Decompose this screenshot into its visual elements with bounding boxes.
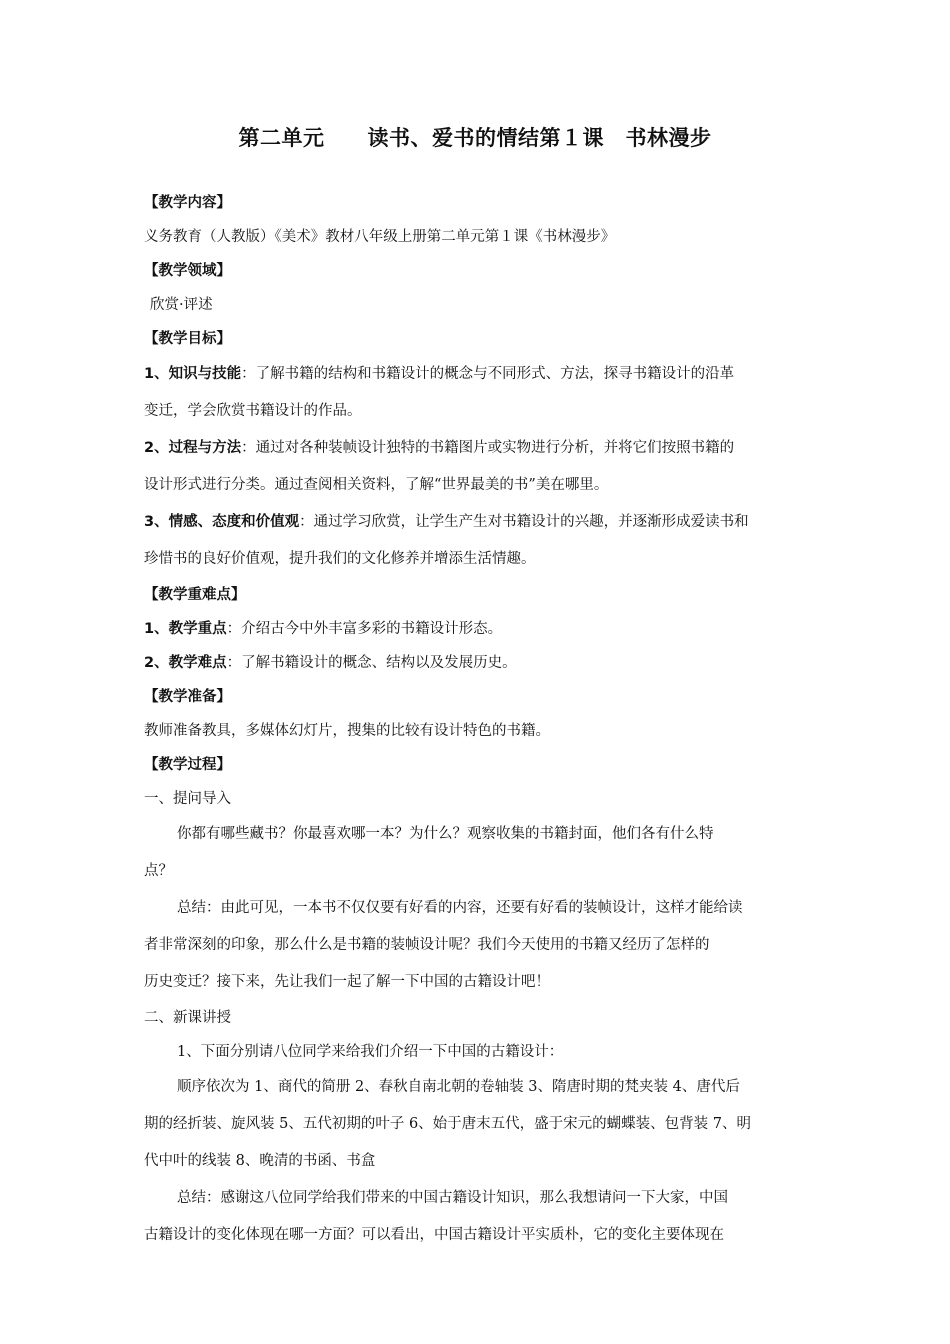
paragraph-4-line-1: 顺序依次为 1、商代的简册 2、春秋自南北朝的卷轴装 3、隋唐时期的梵夹装 4、唐代后 — [177, 1079, 740, 1095]
keypoint-2 — [144, 646, 808, 680]
section-heading-keypoints: 【教学重难点】 — [144, 587, 246, 603]
section-heading-field: 【教学领域】 — [144, 263, 231, 279]
paragraph-1-line-1: 你都有哪些藏书？你最喜欢哪一本？为什么？观察收集的书籍封面，他们各有什么特 — [177, 826, 714, 842]
document-title: 第二单元 读书、爱书的情结第１课 书林漫步 — [238, 126, 712, 150]
document-body — [144, 186, 808, 1254]
goal-1-line-1 — [144, 356, 808, 393]
goal-3-label: 3、情感、态度和价值观 — [144, 514, 300, 530]
goal-3-line-1 — [144, 504, 808, 541]
goal-1-label: 1、知识与技能 — [144, 366, 242, 382]
field-text: 欣赏·评述 — [150, 297, 213, 313]
goal-2-label: 2、过程与方法 — [144, 440, 242, 456]
goal-2-line-1 — [144, 430, 808, 467]
keypoint-2-text: ：了解书籍设计的概念、结构以及发展历史。 — [226, 655, 517, 671]
paragraph-5-line-2: 古籍设计的变化体现在哪一方面？可以看出，中国古籍设计平实质朴，它的变化主要体现在 — [144, 1227, 724, 1243]
section-heading-content: 【教学内容】 — [144, 195, 231, 211]
section-heading-goals: 【教学目标】 — [144, 331, 231, 347]
paragraph-2-line-2: 者非常深刻的印象，那么什么是书籍的装帧设计呢？我们今天使用的书籍又经历了怎样的 — [144, 937, 710, 953]
content-text: 义务教育（人教版）《美术》教材八年级上册第二单元第１课《书林漫步》 — [144, 229, 616, 245]
goal-3-text: ：通过学习欣赏，让学生产生对书籍设计的兴趣，并逐渐形成爱读书和 — [299, 514, 749, 530]
keypoint-1 — [144, 612, 808, 646]
keypoint-2-label: 2、教学难点 — [144, 655, 227, 671]
paragraph-4-line-2: 期的经折装、旋风装 5、五代初期的叶子 6、始于唐末五代，盛于宋元的蝴蝶装、包背装 7、明 — [144, 1116, 751, 1132]
goal-1-line-2: 变迁，学会欣赏书籍设计的作品。 — [144, 403, 362, 419]
part-1-title: 一、提问导入 — [144, 791, 231, 807]
goal-2-text: ：通过对各种装帧设计独特的书籍图片或实物进行分析，并将它们按照书籍的 — [241, 440, 735, 456]
paragraph-5-line-1: 总结：感谢这八位同学给我们带来的中国古籍设计知识，那么我想请问一下大家，中国 — [177, 1190, 728, 1206]
prep-text: 教师准备教具，多媒体幻灯片，搜集的比较有设计特色的书籍。 — [144, 723, 550, 739]
paragraph-1-line-2: 点？ — [144, 863, 173, 879]
paragraph-2-line-1: 总结：由此可见，一本书不仅仅要有好看的内容，还要有好看的装帧设计，这样才能给读 — [177, 900, 743, 916]
paragraph-3-line-1: 1、下面分别请八位同学来给我们介绍一下中国的古籍设计： — [177, 1044, 564, 1060]
goal-3-line-2: 珍惜书的良好价值观，提升我们的文化修养并增添生活情趣。 — [144, 551, 536, 567]
section-heading-prep: 【教学准备】 — [144, 689, 231, 705]
keypoint-1-text: ：介绍古今中外丰富多彩的书籍设计形态。 — [226, 621, 503, 637]
keypoint-1-label: 1、教学重点 — [144, 621, 227, 637]
goal-1-text: ：了解书籍的结构和书籍设计的概念与不同形式、方法，探寻书籍设计的沿革 — [241, 366, 735, 382]
paragraph-2-line-3: 历史变迁？接下来，先让我们一起了解一下中国的古籍设计吧！ — [144, 974, 550, 990]
paragraph-4-line-3: 代中叶的线装 8、晚清的书函、书盒 — [144, 1153, 376, 1169]
section-heading-process: 【教学过程】 — [144, 757, 231, 773]
goal-2-line-2: 设计形式进行分类。通过查阅相关资料，了解“世界最美的书”美在哪里。 — [144, 477, 609, 493]
part-2-title: 二、新课讲授 — [144, 1010, 231, 1026]
